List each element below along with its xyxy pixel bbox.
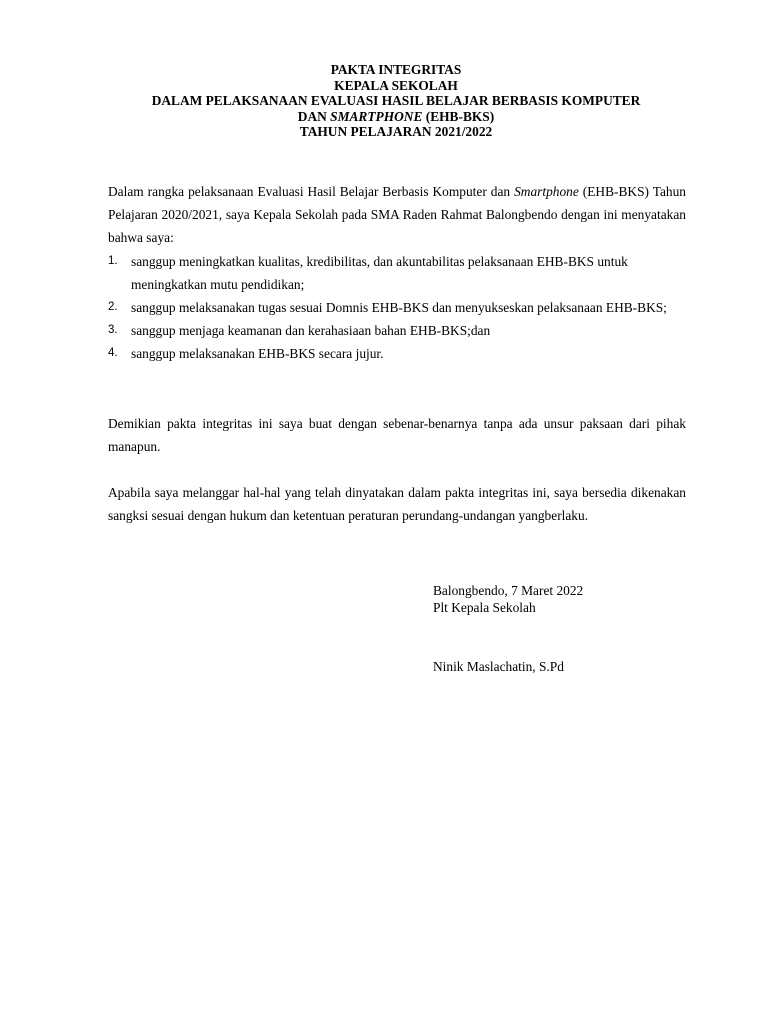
list-item-number: 1.: [108, 255, 118, 267]
commitment-list: [108, 250, 686, 365]
closing-paragraph: Demikian pakta integritas ini saya buat dengan sebenar-benarnya tanpa ada unsur paksaan dari pihak manapun.: [108, 416, 686, 454]
heading-line-4-italic: SMARTPHONE: [330, 108, 423, 124]
list-item: [108, 342, 686, 365]
document-heading: [0, 62, 768, 140]
heading-year: TAHUN PELAJARAN 2021/2022: [299, 124, 493, 139]
list-item-text: sanggup melaksanakan EHB-BKS secara jujur.: [131, 346, 384, 361]
heading-line-4: [0, 109, 768, 125]
signature-role: Plt Kepala Sekolah: [433, 600, 536, 615]
heading-line-3: DALAM PELAKSANAAN EVALUASI HASIL BELAJAR BERBASIS KOMPUTER: [151, 93, 641, 108]
list-item: [108, 250, 686, 296]
signature-place-date: Balongbendo, 7 Maret 2022: [433, 583, 584, 598]
intro-text-italic: Smartphone: [514, 184, 579, 199]
list-item-number: 2.: [108, 301, 118, 313]
heading-line-4-suffix: (EHB-BKS): [422, 108, 495, 124]
intro-text-after: (EHB-BKS) Tahun Pelajaran 2020/2021, saya Kepala Sekolah pada SMA Raden Rahmat Balongbendo dengan ini menyatakan bahwa saya:: [108, 184, 686, 245]
list-item-number: 3.: [108, 324, 118, 336]
heading-line-4-prefix: DAN: [297, 108, 331, 124]
heading-title: PAKTA INTEGRITAS: [330, 62, 462, 77]
list-item-number: 4.: [108, 347, 118, 359]
intro-paragraph: [108, 180, 686, 249]
list-item: [108, 319, 686, 342]
list-item-text: sanggup melaksanakan tugas sesuai Domnis EHB-BKS dan menyukseskan pelaksanaan EHB-BKS;: [131, 300, 667, 315]
heading-subtitle: KEPALA SEKOLAH: [334, 77, 458, 93]
intro-text-before: Dalam rangka pelaksanaan Evaluasi Hasil Belajar Berbasis Komputer dan: [108, 184, 515, 199]
list-item: [108, 296, 686, 319]
list-item-text: sanggup meningkatkan kualitas, kredibilitas, dan akuntabilitas pelaksanaan EHB-BKS untuk meningkatkan mutu pendidikan;: [131, 254, 628, 292]
signature-name: Ninik Maslachatin, S.Pd: [433, 659, 564, 674]
consequence-paragraph: Apabila saya melanggar hal-hal yang telah dinyatakan dalam pakta integritas ini, saya bersedia dikenakan sangksi sesuai dengan hukum dan ketentuan peraturan perundang-undangan yangberlaku.: [108, 485, 686, 523]
list-item-text: sanggup menjaga keamanan dan kerahasiaan bahan EHB-BKS;dan: [131, 323, 491, 338]
